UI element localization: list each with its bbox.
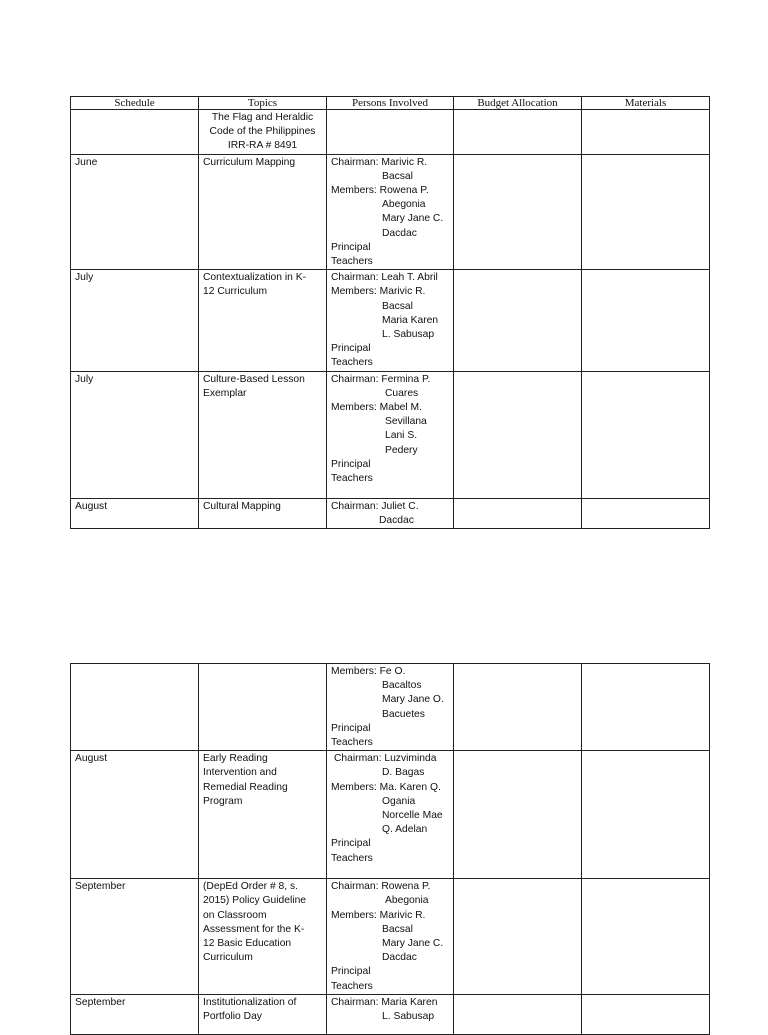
- members-line: Members: Fe O.: [331, 666, 406, 677]
- person-line: Bacsal: [382, 170, 413, 182]
- topic-line: (DepEd Order # 8, s.: [203, 881, 298, 893]
- persons-cell: [327, 879, 454, 995]
- budget-cell: [454, 371, 582, 498]
- principal-line: Principal: [331, 722, 371, 734]
- topic-line: Code of the Philippines: [209, 126, 316, 138]
- table-row: [71, 371, 710, 498]
- chairman-line: Chairman: Luzviminda: [334, 753, 437, 765]
- teachers-line: Teachers: [331, 357, 373, 369]
- person-line: Dacdac: [382, 952, 417, 964]
- person-line: Dacdac: [382, 227, 417, 239]
- schedule-cell: September: [71, 994, 199, 1034]
- person-line: Mary Jane C.: [382, 938, 444, 950]
- person-line: Abegonia: [385, 895, 429, 907]
- topic-line: Cultural Mapping: [203, 500, 281, 512]
- teachers-line: Teachers: [331, 256, 373, 268]
- topic-cell: [199, 371, 327, 498]
- chairman-line: Chairman: Juliet C.: [331, 500, 419, 512]
- persons-cell: [327, 994, 454, 1034]
- table-header-row: [71, 97, 710, 110]
- persons-cell: [327, 664, 454, 751]
- principal-line: Principal: [331, 838, 371, 850]
- topic-line: Intervention and: [203, 767, 277, 779]
- materials-cell: [582, 154, 710, 270]
- table-row: [71, 498, 710, 528]
- budget-cell: [454, 664, 582, 751]
- table-row: [71, 110, 710, 155]
- person-line: L. Sabusap: [382, 1011, 435, 1023]
- topic-cell: [199, 879, 327, 995]
- budget-cell: [454, 270, 582, 371]
- person-line: Mary Jane C.: [382, 213, 444, 225]
- materials-cell: [582, 664, 710, 751]
- members-line: Members: Mabel M.: [331, 402, 422, 414]
- members-line: Members: Rowena P.: [331, 185, 429, 197]
- persons-cell: [327, 751, 454, 879]
- topic-line: 2015) Policy Guideline: [203, 895, 307, 907]
- schedule-cell: [71, 110, 199, 155]
- table-row: [71, 751, 710, 879]
- materials-cell: [582, 371, 710, 498]
- topic-line: Contextualization in K-: [203, 272, 307, 284]
- topic-line: Program: [203, 795, 243, 807]
- materials-cell: [582, 751, 710, 879]
- topic-line: on Classroom: [203, 909, 267, 921]
- chairman-line: Chairman: Fermina P.: [331, 373, 431, 385]
- topic-line: Institutionalization of: [203, 996, 297, 1008]
- person-line: Lani S.: [385, 430, 418, 442]
- materials-cell: [582, 879, 710, 995]
- teachers-line: Teachers: [331, 737, 373, 749]
- person-line: Maria Karen: [382, 314, 439, 326]
- schedule-cell: June: [71, 154, 199, 270]
- members-line: Members: Marivic R.: [331, 909, 426, 921]
- person-line: Bacaltos: [382, 680, 422, 692]
- table-row: [71, 879, 710, 995]
- person-line: Ogania: [382, 795, 416, 807]
- header-persons-involved: Persons Involved: [327, 97, 454, 110]
- table-row: [71, 664, 710, 751]
- person-line: Bacsal: [382, 923, 413, 935]
- topic-line: IRR-RA # 8491: [227, 140, 298, 152]
- topic-line: Early Reading: [203, 753, 268, 765]
- chairman-line: Chairman: Marivic R.: [331, 156, 428, 168]
- budget-cell: [454, 154, 582, 270]
- topic-line: Remedial Reading: [203, 781, 288, 793]
- person-line: Abegonia: [382, 199, 426, 211]
- chairman-line: Chairman: Leah T. Abril: [331, 272, 438, 284]
- topic-line: Portfolio Day: [203, 1011, 262, 1023]
- schedule-cell: July: [71, 270, 199, 371]
- header-budget-allocation: Budget Allocation: [454, 97, 582, 110]
- members-line: Members: Marivic R.: [331, 286, 426, 298]
- person-line: Bacsal: [382, 300, 413, 312]
- topic-cell: [199, 664, 327, 751]
- topic-line: Assessment for the K-: [203, 923, 305, 935]
- principal-line: Principal: [331, 343, 371, 355]
- persons-cell: [327, 110, 454, 155]
- header-topics: Topics: [199, 97, 327, 110]
- person-line: Cuares: [385, 387, 419, 399]
- budget-cell: [454, 751, 582, 879]
- person-line: D. Bagas: [382, 767, 425, 779]
- table-row: [71, 154, 710, 270]
- person-line: Norcelle Mae: [382, 810, 443, 822]
- principal-line: Principal: [331, 241, 371, 253]
- person-line: Mary Jane O.: [382, 694, 444, 706]
- topic-line: Culture-Based Lesson: [203, 373, 305, 385]
- persons-cell: [327, 270, 454, 371]
- materials-cell: [582, 994, 710, 1034]
- materials-cell: [582, 498, 710, 528]
- budget-cell: [454, 110, 582, 155]
- materials-cell: [582, 270, 710, 371]
- table-row: [71, 270, 710, 371]
- schedule-table-bottom: [70, 663, 710, 1035]
- person-line: Bacuetes: [382, 708, 425, 720]
- schedule-cell: [71, 664, 199, 751]
- schedule-cell: September: [71, 879, 199, 995]
- person-line: Dacdac: [379, 514, 414, 526]
- table-row: [71, 994, 710, 1034]
- person-line: Pedery: [385, 444, 418, 456]
- topic-cell: [199, 498, 327, 528]
- topic-line: Curriculum: [203, 952, 253, 964]
- header-schedule: Schedule: [71, 97, 199, 110]
- person-line: Q. Adelan: [382, 824, 428, 836]
- teachers-line: Teachers: [331, 473, 373, 485]
- budget-cell: [454, 498, 582, 528]
- topic-cell: [199, 154, 327, 270]
- persons-cell: [327, 154, 454, 270]
- topic-line: 12 Curriculum: [203, 286, 268, 298]
- topic-line: 12 Basic Education: [203, 938, 292, 950]
- schedule-cell: August: [71, 498, 199, 528]
- header-materials: Materials: [582, 97, 710, 110]
- schedule-cell: August: [71, 751, 199, 879]
- chairman-line: Chairman: Maria Karen: [331, 996, 438, 1008]
- topic-cell: [199, 110, 327, 155]
- budget-cell: [454, 994, 582, 1034]
- teachers-line: Teachers: [331, 980, 373, 992]
- schedule-table-top: [70, 96, 710, 529]
- persons-cell: [327, 371, 454, 498]
- topic-cell: [199, 994, 327, 1034]
- chairman-line: Chairman: Rowena P.: [331, 881, 431, 893]
- materials-cell: [582, 110, 710, 155]
- person-line: Sevillana: [385, 416, 427, 428]
- principal-line: Principal: [331, 966, 371, 978]
- topic-line: Curriculum Mapping: [203, 156, 296, 168]
- topic-line: The Flag and Heraldic: [211, 112, 314, 123]
- budget-cell: [454, 879, 582, 995]
- members-line: Members: Ma. Karen Q.: [331, 781, 441, 793]
- person-line: L. Sabusap: [382, 329, 435, 341]
- schedule-cell: July: [71, 371, 199, 498]
- teachers-line: Teachers: [331, 852, 373, 864]
- principal-line: Principal: [331, 458, 371, 470]
- persons-cell: [327, 498, 454, 528]
- topic-cell: [199, 270, 327, 371]
- topic-cell: [199, 751, 327, 879]
- topic-line: Exemplar: [203, 387, 247, 399]
